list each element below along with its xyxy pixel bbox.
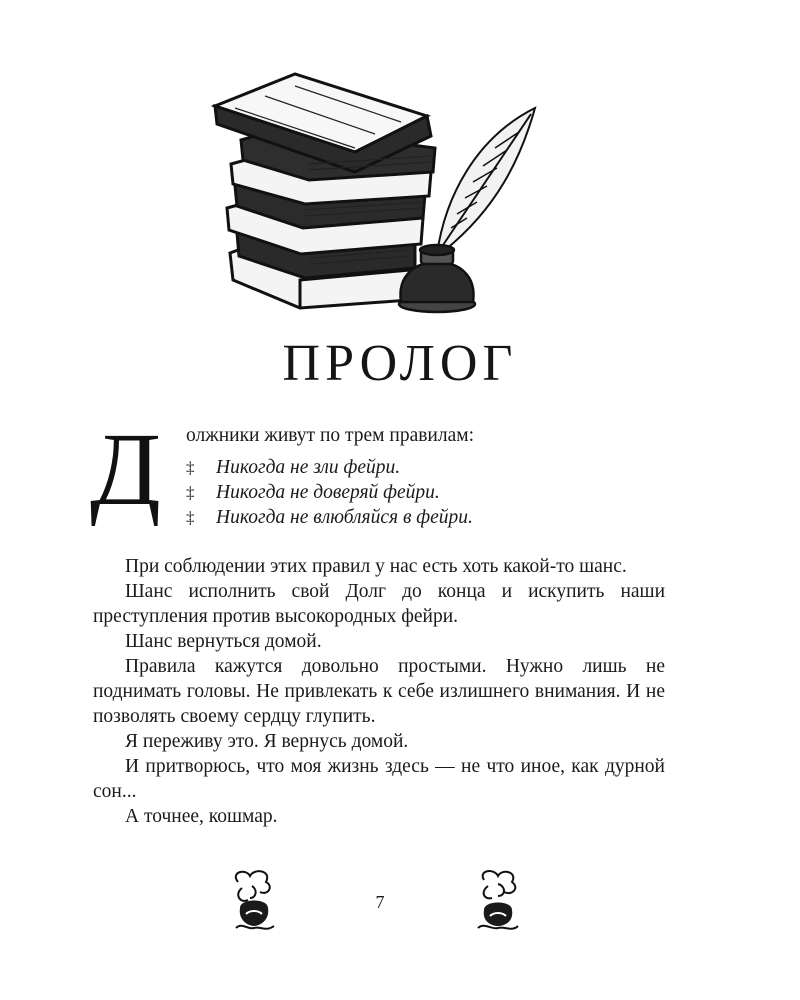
ornament-icon [472,868,524,934]
list-item [186,455,473,480]
paragraph: Я переживу это. Я вернусь домой. [125,731,409,752]
paragraph: Шанс исполнить свой Долг до конца и искупить наши преступления против высокородных фейри. [93,581,665,627]
paragraph: Шанс вернуться домой. [125,631,322,652]
paragraph: И притворюсь, что моя жизнь здесь — не что иное, как дурной сон... [93,756,665,802]
rule-text: Никогда не влюбляйся в фейри. [216,507,473,528]
paragraph: Правила кажутся довольно простыми. Нужно лишь не поднимать головы. Не привлекать к себе излишнего внимания. И не позволять своему сердцу глупить. [93,656,665,727]
body-text [93,554,665,829]
chapter-title: ПРОЛОГ [282,335,518,392]
page-footer [0,868,800,940]
books-quill-illustration [205,68,550,316]
rule-bullet: ‡ [186,508,195,527]
rule-text: Никогда не доверяй фейри. [216,482,440,503]
paragraph: А точнее, кошмар. [125,806,278,827]
intro-line: олжники живут по трем правилам: [186,425,475,446]
rule-text: Никогда не зли фейри. [216,457,401,478]
drop-cap: Д [90,412,161,527]
rule-bullet: ‡ [186,458,195,477]
paragraph: При соблюдении этих правил у нас есть хоть какой-то шанс. [125,556,627,577]
list-item [186,480,473,505]
list-item [186,505,473,530]
rule-bullet: ‡ [186,483,195,502]
page-number: 7 [375,892,385,912]
rules-list [186,455,473,530]
